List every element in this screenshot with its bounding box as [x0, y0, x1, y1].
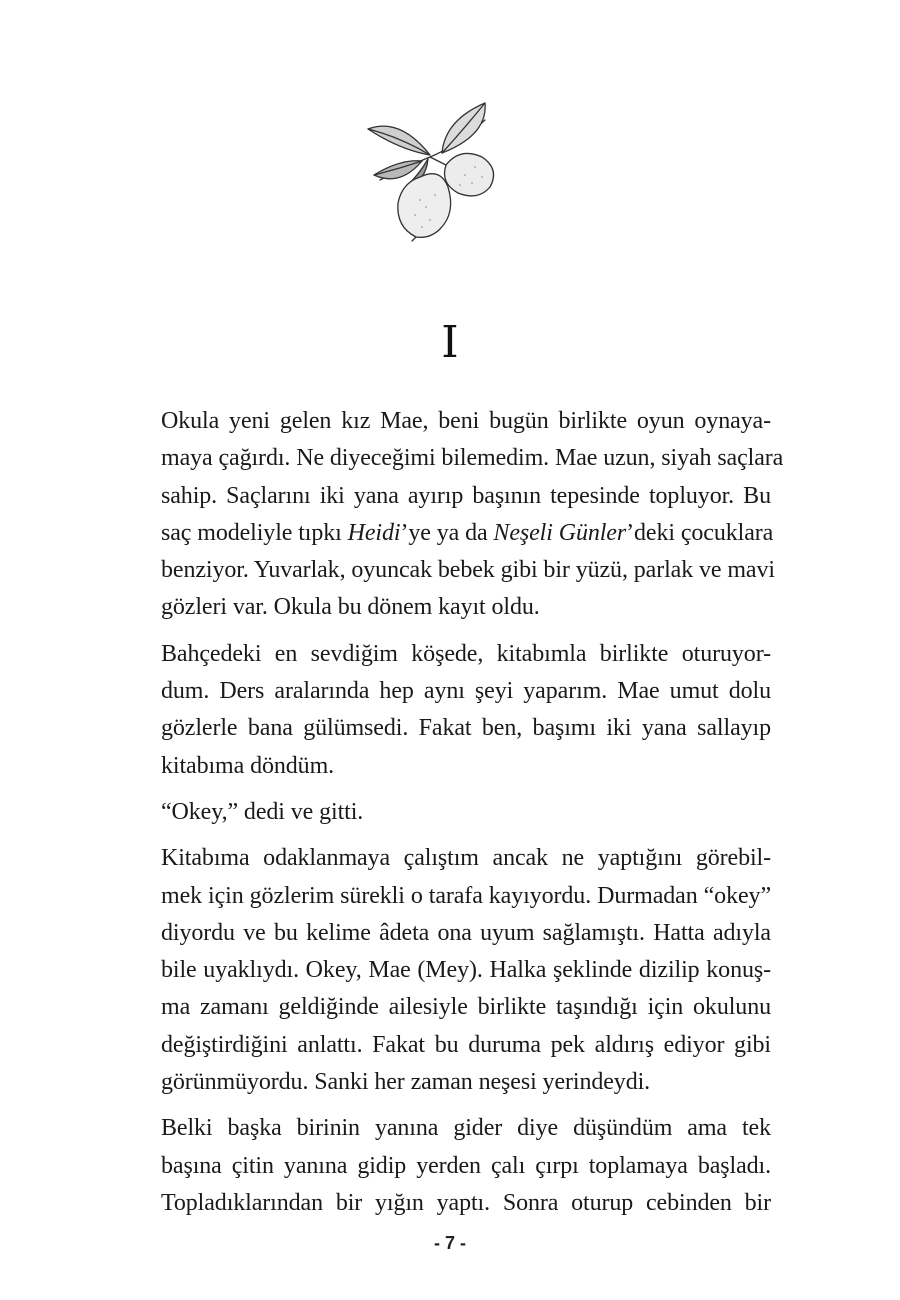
paragraph-2 — [161, 636, 771, 785]
chapter-number: I — [441, 317, 459, 368]
text-run: ’ye ya da — [400, 519, 494, 546]
body-text — [161, 403, 784, 1231]
text-run: ’deki çocuklara — [626, 519, 774, 546]
paragraph-5 — [161, 1110, 771, 1222]
text-line: Belki başka birinin yanına gider diye düşündüm ama tek — [161, 1115, 771, 1142]
text-line: Bahçedeki en sevdiğim köşede, kitabımla birlikte oturuyor- — [161, 640, 771, 667]
text-line: bile uyaklıydı. Okey, Mae (Mey). Halka şeklinde dizilip konuş- — [161, 957, 771, 984]
text-line: benziyor. Yuvarlak, oyuncak bebek gibi bir yüzü, parlak ve mavi — [161, 557, 775, 584]
text-line: başına çitin yanına gidip yerden çalı çırpı toplamaya başladı. — [161, 1152, 771, 1179]
text-line: kitabıma döndüm. — [161, 752, 335, 779]
text-line: ma zamanı geldiğinde ailesiyle birlikte taşındığı için okulunu — [161, 994, 771, 1021]
text-line: gözlerle bana gülümsedi. Fakat ben, başımı iki yana sallayıp — [161, 715, 771, 742]
text-line: “Okey,” dedi ve gitti. — [161, 798, 364, 825]
text-line: görünmüyordu. Sanki her zaman neşesi yerindeydi. — [161, 1069, 651, 1096]
text-run: saç modeliyle tıpkı — [161, 519, 348, 546]
text-line: mek için gözlerim sürekli o tarafa kayıyordu. Durmadan “okey” — [161, 882, 771, 909]
text-line: Okula yeni gelen kız Mae, beni bugün birlikte oyun oynaya- — [161, 408, 771, 434]
text-line — [161, 515, 774, 552]
paragraph-1 — [161, 403, 784, 627]
paragraph-3 — [161, 794, 771, 831]
paragraph-4 — [161, 840, 771, 1101]
text-line: değiştirdiğini anlattı. Fakat bu duruma pek aldırış ediyor gibi — [161, 1031, 771, 1058]
book-title-heidi: Heidi — [347, 519, 401, 546]
book-title-neseli-gunler: Neşeli Günler — [493, 519, 627, 546]
page-number: - 7 - — [433, 1233, 466, 1253]
text-line: maya çağırdı. Ne diyeceğimi bilemedim. Mae uzun, siyah saçlara — [161, 445, 784, 472]
text-line: gözleri var. Okula bu dönem kayıt oldu. — [161, 594, 540, 621]
text-line: sahip. Saçlarını iki yana ayırıp başının tepesinde topluyor. Bu — [161, 482, 771, 509]
text-line: Topladıklarından bir yığın yaptı. Sonra oturup cebinden bir — [161, 1189, 771, 1216]
text-line: dum. Ders aralarında hep aynı şeyi yaparım. Mae umut dolu — [161, 678, 771, 705]
text-line: Kitabıma odaklanmaya çalıştım ancak ne yaptığını görebil- — [161, 845, 771, 872]
text-line: diyordu ve bu kelime âdeta ona uyum sağlamıştı. Hatta adıyla — [161, 919, 771, 946]
lemon-branch-illustration — [360, 95, 530, 245]
